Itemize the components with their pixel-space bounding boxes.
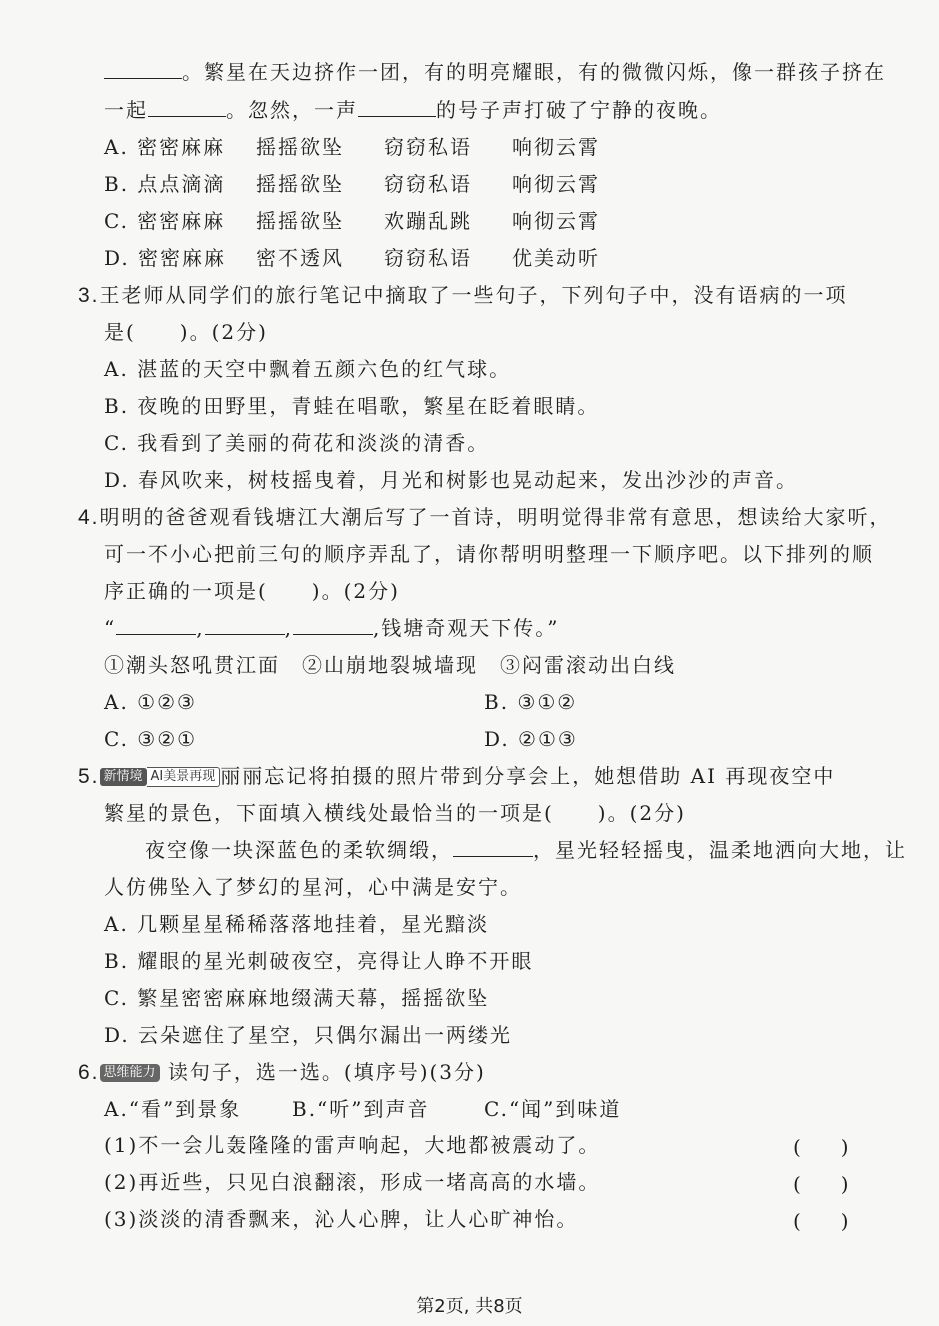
answer-parentheses[interactable]: ( ) — [793, 1135, 849, 1159]
q4-stem-line3: 序正确的一项是( )。(2分) — [104, 579, 400, 603]
answer-blank[interactable] — [205, 614, 285, 635]
q4-option-d[interactable]: D. ②①③ — [484, 727, 578, 751]
q3-stem-line2: 是( )。(2分) — [104, 320, 268, 344]
answer-parentheses[interactable]: ( ) — [793, 1209, 849, 1233]
q2-option-b[interactable]: B. 点点滴滴 摇摇欲坠 窃窃私语 响彻云霄 — [104, 172, 600, 196]
q4-stem-line1: 4.明明的爸爸观看钱塘江大潮后写了一首诗，明明觉得非常有意思，想读给大家听， — [78, 505, 892, 529]
question-number: 5. — [78, 765, 100, 788]
question-number: 3. — [78, 284, 100, 307]
q2-option-a[interactable]: A. 密密麻麻 摇摇欲坠 窃窃私语 响彻云霄 — [104, 135, 600, 159]
answer-blank[interactable] — [453, 836, 533, 857]
q5-option-c[interactable]: C. 繁星密密麻麻地缀满天幕，摇摇欲坠 — [104, 986, 490, 1010]
question-number: 6. — [78, 1061, 100, 1084]
new-context-tag: 新情境 — [100, 768, 147, 786]
q6-item-3: (3)淡淡的清香飘来，沁人心脾，让人心旷神怡。 — [104, 1207, 579, 1231]
choice-a: A.“看”到景象 — [104, 1097, 242, 1121]
answer-blank[interactable] — [104, 58, 182, 79]
q5-option-b[interactable]: B. 耀眼的星光刺破夜空，亮得让人睁不开眼 — [104, 949, 534, 973]
q2-option-c[interactable]: C. 密密麻麻 摇摇欲坠 欢蹦乱跳 响彻云霄 — [104, 209, 600, 233]
q4-option-c[interactable]: C. ③②① — [104, 727, 198, 751]
answer-parentheses[interactable]: ( ) — [793, 1172, 849, 1196]
q3-option-c[interactable]: C. 我看到了美丽的荷花和淡淡的清香。 — [104, 431, 490, 455]
q3-option-d[interactable]: D. 春风吹来，树枝摇曳着，月光和树影也晃动起来，发出沙沙的声音。 — [104, 468, 799, 492]
thinking-ability-tag: 思维能力 — [100, 1064, 160, 1082]
choice-c: C.“闻”到味道 — [484, 1097, 622, 1121]
ai-scene-tag: AI美景再现 — [147, 767, 221, 787]
q2-option-d[interactable]: D. 密密麻麻 密不透风 窃窃私语 优美动听 — [104, 246, 600, 270]
q3-option-a[interactable]: A. 湛蓝的天空中飘着五颜六色的红气球。 — [104, 357, 512, 381]
q6-choices — [104, 1095, 621, 1123]
q5-passage-line2: 人仿佛坠入了梦幻的星河，心中满是安宁。 — [104, 875, 522, 899]
answer-blank[interactable] — [293, 614, 373, 635]
q3-stem-line1: 3.王老师从同学们的旅行笔记中摘取了一些句子，下列句子中，没有语病的一项 — [78, 283, 848, 307]
q4-poem-line: “ , , ,钱塘奇观天下传。” — [104, 616, 560, 640]
q4-option-b[interactable]: B. ③①② — [484, 690, 578, 714]
answer-blank[interactable] — [116, 614, 196, 635]
q4-stem-line2: 可一不小心把前三句的顺序弄乱了，请你帮明明整理一下顺序吧。以下排列的顺 — [104, 542, 874, 566]
q2-stem-line1: 。繁星在天边挤作一团，有的明亮耀眼，有的微微闪烁，像一群孩子挤在 — [104, 58, 886, 86]
q5-option-d[interactable]: D. 云朵遮住了星空，只偶尔漏出一两缕光 — [104, 1023, 513, 1047]
q5-option-a[interactable]: A. 几颗星星稀稀落落地挂着，星光黯淡 — [104, 912, 490, 936]
q4-option-a[interactable]: A. ①②③ — [104, 690, 197, 714]
q4-poem-lines: ①潮头怒吼贯江面 ②山崩地裂城墙现 ③闷雷滚动出白线 — [104, 653, 676, 677]
q6-item-1: (1)不一会儿轰隆隆的雷声响起，大地都被震动了。 — [104, 1133, 601, 1157]
page-footer: 第2页, 共8页 — [416, 1296, 523, 1317]
answer-blank[interactable] — [148, 96, 226, 117]
answer-blank[interactable] — [358, 96, 436, 117]
choice-b: B.“听”到声音 — [292, 1097, 430, 1121]
q5-stem-line2: 繁星的景色，下面填入横线处最恰当的一项是( )。(2分) — [104, 801, 686, 825]
q6-item-2: (2)再近些，只见白浪翻滚，形成一堵高高的水墙。 — [104, 1170, 601, 1194]
q5-passage-line1: 夜空像一块深蓝色的柔软绸缎， ，星光轻轻摇曳，温柔地洒向大地，让 — [145, 838, 907, 862]
q6-stem: 6. 思维能力 读句子，选一选。(填序号)(3分) — [78, 1060, 486, 1084]
q5-stem-line1: 5. 新情境 AI美景再现 丽丽忘记将拍摄的照片带到分享会上，她想借助 AI 再现夜空中 — [78, 764, 836, 788]
q3-option-b[interactable]: B. 夜晚的田野里，青蛙在唱歌，繁星在眨着眼睛。 — [104, 394, 600, 418]
q2-stem-line2: 一起 。忽然，一声 的号子声打破了宁静的夜晚。 — [104, 98, 722, 122]
question-number: 4. — [78, 506, 100, 529]
